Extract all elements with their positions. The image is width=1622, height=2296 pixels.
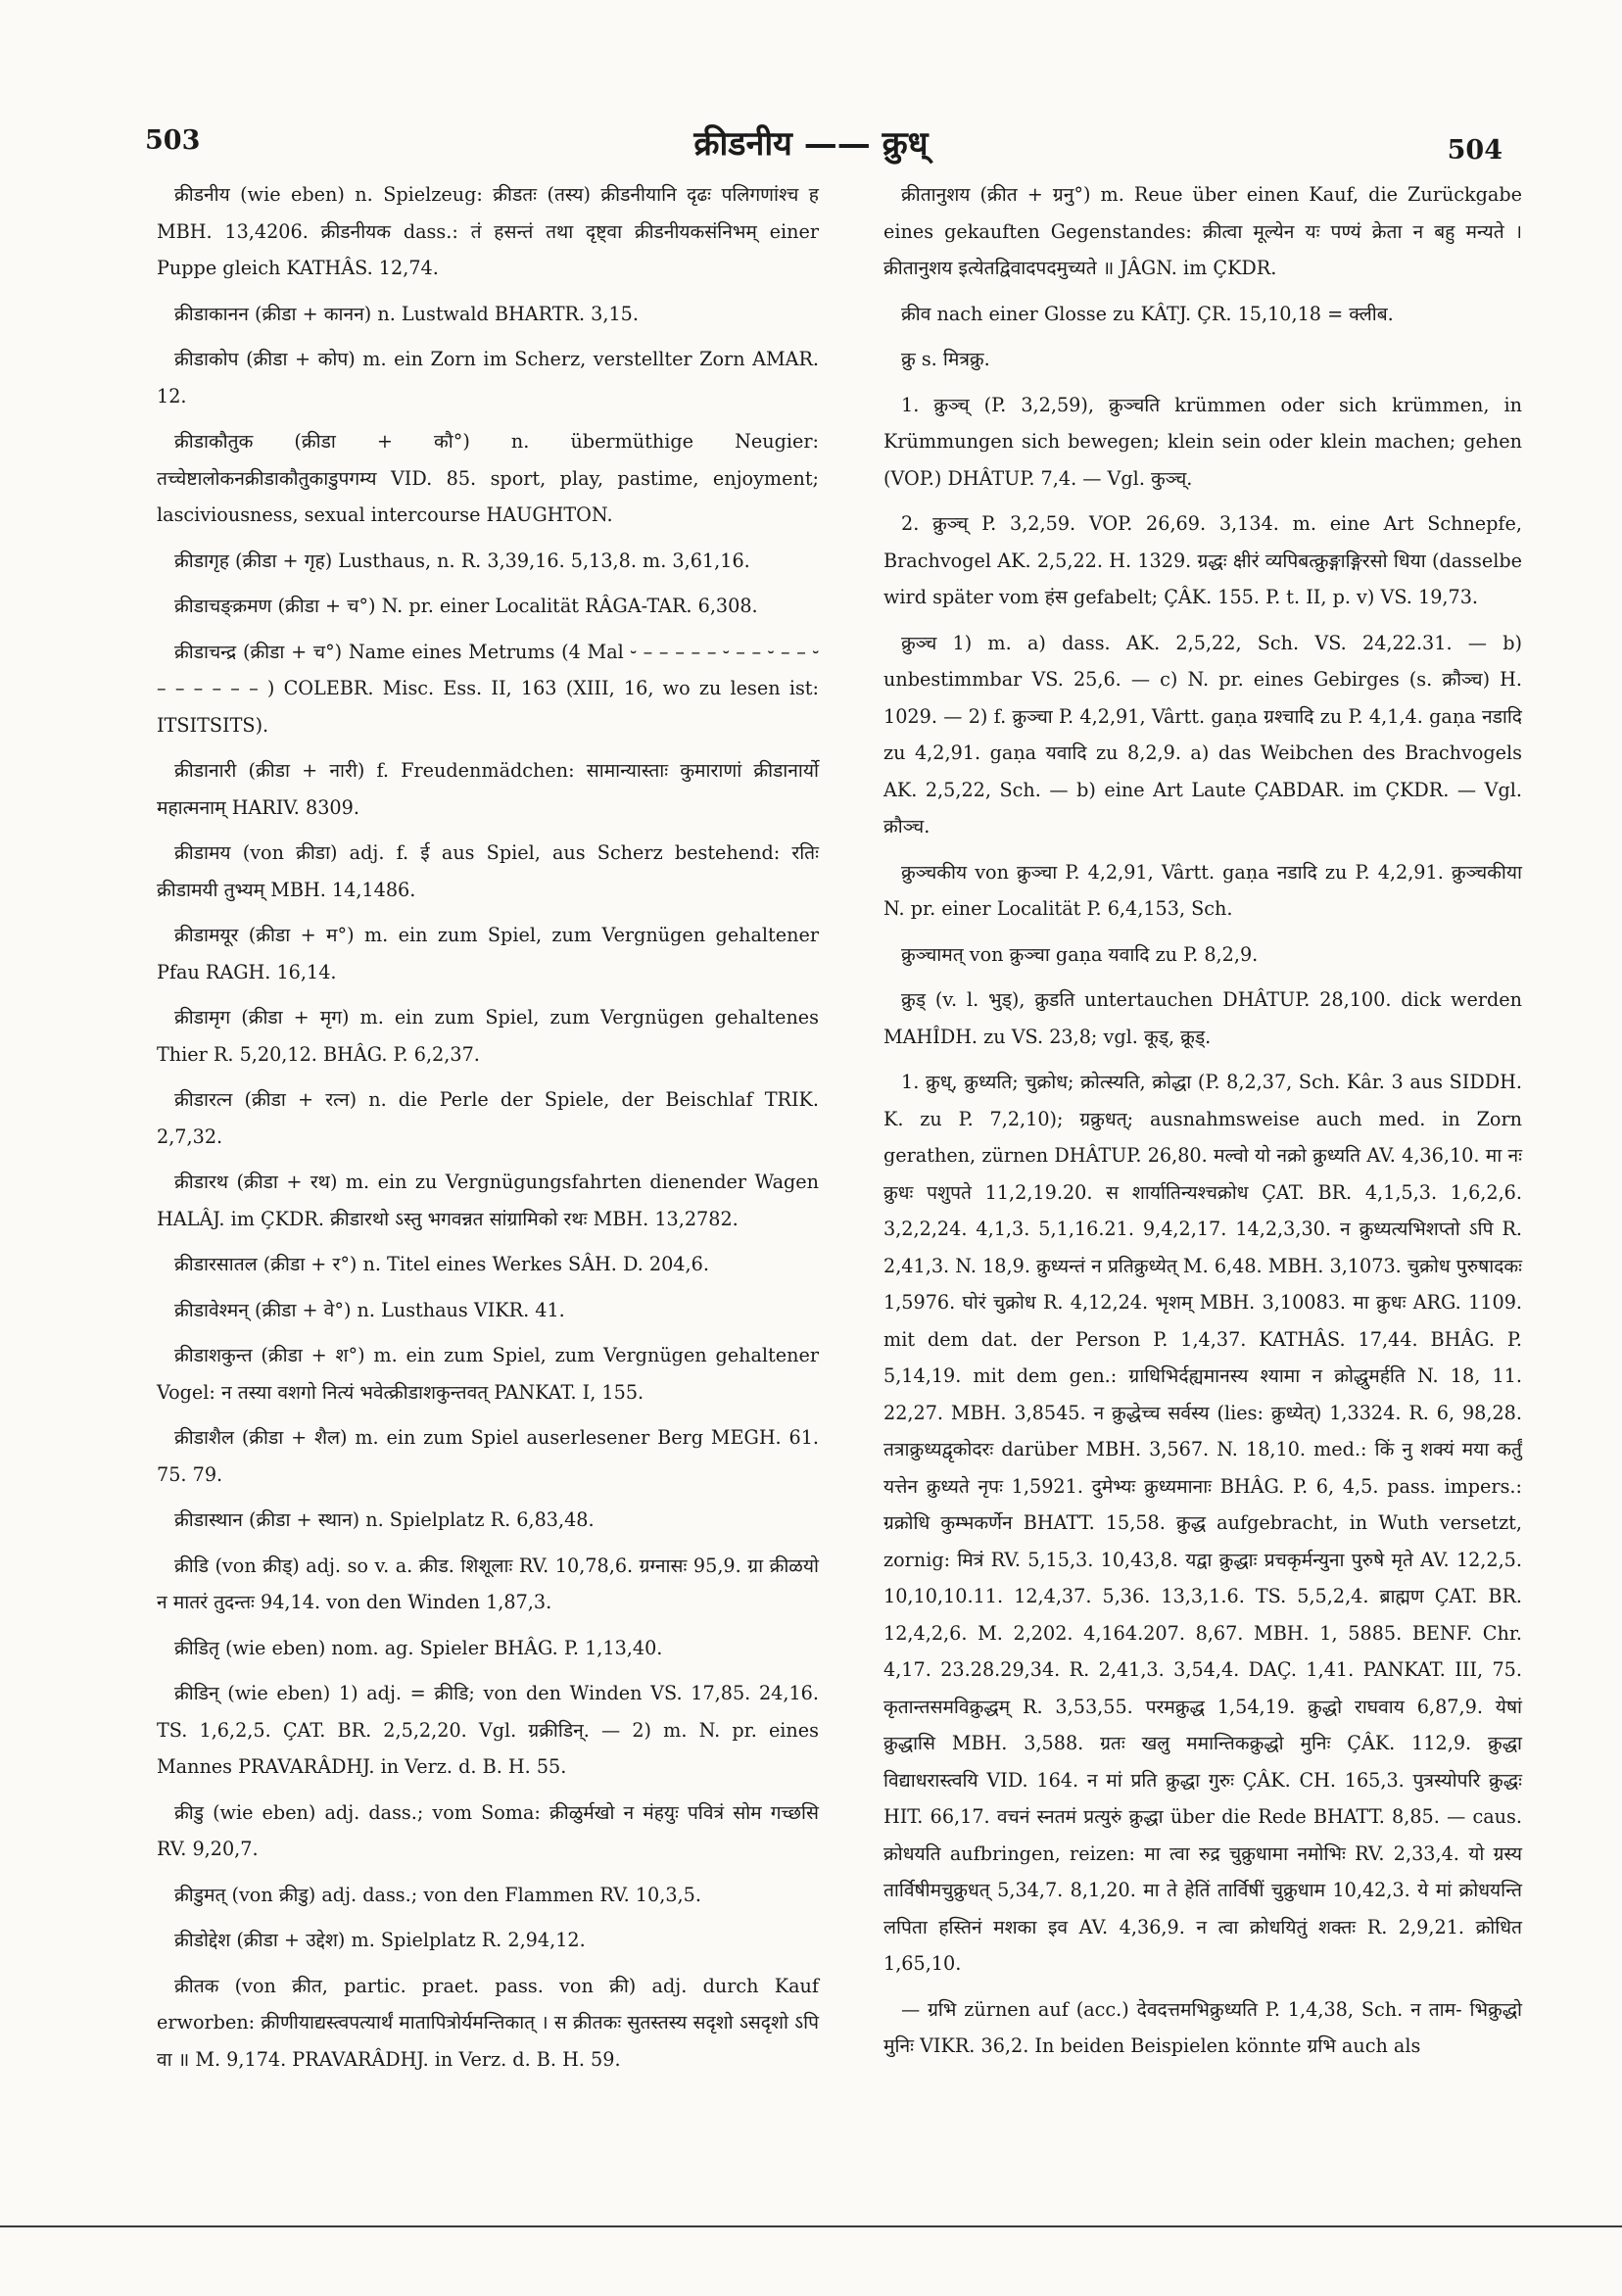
dictionary-entry: क्रीतानुशय (क्रीत + ग्रनु°) m. Reue über einen Kauf, die Zurückgabe eines gekauften Gegenstandes: क्रीत्वा मूल्येन यः पण्यं क्रेता न बहु मन्यते । क्रीतानुशय इत्येतद्विवादपदमुच्यते ॥ JÂGN. im ÇKDR. <box>883 183 1522 279</box>
dictionary-entry: क्रुञ्चकीय von क्रुञ्चा P. 4,2,91, Vârtt. gaṇa नडादि zu P. 4,2,91. क्रुञ्चकीया N. pr. einer Localität P. 6,4,153, Sch. <box>883 860 1522 920</box>
running-head: क्रीडनीय —— क्रुध् <box>693 124 929 164</box>
dictionary-entry: क्रीडु (wie eben) adj. dass.; vom Soma: क्रीळुर्मखो न मंहयुः पवित्रं सोम गच्छसि RV. 9,20,7. <box>157 1800 819 1860</box>
dictionary-entry: 1. क्रुध्, क्रुध्यति; चुक्रोध; क्रोत्स्यति, क्रोद्धा (P. 8,2,37, Sch. Kâr. 3 aus SIDDH. K. zu P. 7,2,10); ग्रक्रुधत्; ausnahmsweise auch med. in Zorn gerathen, zürnen DHÂTUP. 26,80. मल्वो यो नक्रो क्रुध्यति AV. 4,36,10. मा नः क्रुधः पशुपते 11,2,19.20. स शार्यातिन्यश्चक्रोध ÇAT. BR. 4,1,5,3. 1,6,2,6. 3,2,2,24. 4,1,3. 5,1,16.21. 9,4,2,17. 14,2,3,30. न क्रुध्यत्यभिशप्तो ऽपि R. 2,41,3. N. 18,9. क्रुध्यन्तं न प्रतिक्रुध्येत् M. 6,48. MBH. 3,1073. चुक्रोध पुरुषादकः 1,5976. घोरं चुक्रोध R. 4,12,24. भृशम् MBH. 3,10083. मा क्रुधः ARG. 1109. mit dem dat. der Person P. 1,4,37. KATHÂS. 17,44. BHÂG. P. 5,14,19. mit dem gen.: ग्राधिभिर्दह्यमानस्य श्यामा न क्रोद्धुमर्हति N. 18, 11. 22,27. MBH. 3,8545. न क्रुद्धेच्च सर्वस्य (lies: क्रुध्येत्) 1,3324. R. 6, 98,28. तत्राक्रुध्यद्वृकोदरः darüber MBH. 3,567. N. 18,10. med.: किं नु शक्यं मया कर्तुं यत्तेन क्रुध्यते नृपः 1,5921. दुमेभ्यः क्रुध्यमानाः BHÂG. P. 6, 4,5. pass. impers.: ग्रक्रोधि कुम्भकर्णेन BHATT. 15,58. क्रुद्ध aufgebracht, in Wuth versetzt, zornig: मित्रं RV. 5,15,3. 10,43,8. यद्वा क्रुद्धाः प्रचकृर्मन्युना पुरुषे मृते AV. 12,2,5. 10,10,10.11. 12,4,37. 5,36. 13,3,1.6. TS. 5,5,2,4. ब्राह्मण ÇAT. BR. 12,4,2,6. M. 2,202. 4,164.207. 8,67. MBH. 1, 5885. BENF. Chr. 4,17. 23.28.29,34. R. 2,41,3. 3,54,4. DAÇ. 1,41. PANKAT. III, 75. कृतान्तसमविक्रुद्धम् R. 3,53,55. परमक्रुद्ध 1,54,19. क्रुद्धो राघवाय 6,87,9. येषां क्रुद्धासि MBH. 3,588. ग्रतः खलु ममान्तिकक्रुद्धो मुनिः ÇÂK. 112,9. क्रुद्धा विद्याधरास्त्वयि VID. 164. न मां प्रति क्रुद्धा गुरुः ÇÂK. CH. 165,3. पुत्रस्योपरि क्रुद्धः HIT. 66,17. वचनं स्नतमं प्रत्युरुं क्रुद्धा über die Rede BHATT. 8,85. — caus. क्रोधयति aufbringen, reizen: मा त्वा रुद्र चुक्रुधामा नमोभिः RV. 2,33,4. यो ग्रस्य तार्विषीमचुक्रुधत् 5,34,7. 8,1,20. मा ते हेतिं तार्विषीं चुक्रुधाम 10,42,3. ये मां क्रोधयन्ति लपिता हस्तिनं मशका इव AV. 4,36,9. न त्वा क्रोधयितुं शक्तः R. 2,9,21. क्रोधित 1,65,10. <box>883 1071 1522 1975</box>
right-column <box>883 176 1522 2074</box>
dictionary-entry: क्रीडाकोप (क्रीडा + कोप) m. ein Zorn im Scherz, verstellter Zorn AMAR. 12. <box>157 348 819 407</box>
dictionary-entry: क्रीडास्थान (क्रीडा + स्थान) n. Spielplatz R. 6,83,48. <box>174 1508 595 1531</box>
dictionary-entry: क्रीडाशकुन्त (क्रीडा + श°) m. ein zum Spiel, zum Vergnügen gehaltener Vogel: न तस्या वशगो नित्यं भवेत्क्रीडाशकुन्तवत् PANKAT. I, 155. <box>157 1344 819 1404</box>
page-number-right: 504 <box>1447 135 1503 166</box>
dictionary-entry: क्रीडारत्न (क्रीडा + रत्न) n. die Perle der Spiele, der Beischlaf TRIK. 2,7,32. <box>157 1088 819 1148</box>
dictionary-entry: क्रीडारसातल (क्रीडा + र°) n. Titel eines Werkes SÂH. D. 204,6. <box>174 1253 709 1275</box>
dictionary-entry: क्रीडानारी (क्रीडा + नारी) f. Freudenmädchen: सामान्यास्ताः कुमाराणां क्रीडानार्यो महात्मनाम् HARIV. 8309. <box>157 759 819 819</box>
dictionary-entry: क्रु s. मित्रक्रु. <box>901 348 990 370</box>
dictionary-entry: क्रुञ्च 1) m. a) dass. AK. 2,5,22, Sch. VS. 24,22.31. — b) unbestimmbar VS. 25,6. — c) N. pr. eines Gebirges (s. क्रौञ्च) H. 1029. — 2) f. क्रुञ्चा P. 4,2,91, Vârtt. gaṇa ग्रश्चादि zu P. 4,1,4. gaṇa नडादि zu 4,2,91. gaṇa यवादि zu 8,2,9. a) das Weibchen des Brachvogels AK. 2,5,22, Sch. — b) eine Art Laute ÇABDAR. im ÇKDR. — Vgl. क्रौञ्च. <box>883 631 1522 837</box>
dictionary-entry: क्रीडि (von क्रीड्) adj. so v. a. क्रीड. शिशूलाः RV. 10,78,6. ग्रग्नासः 95,9. ग्रा क्रीळयो न मातरं तुदन्तः 94,14. von den Winden 1,87,3. <box>157 1554 819 1613</box>
dictionary-entry: क्रीव nach einer Glosse zu KÂTJ. ÇR. 15,10,18 = क्लीब. <box>901 302 1394 325</box>
dictionary-entry: क्रीडोद्देश (क्रीडा + उद्देश) m. Spielplatz R. 2,94,12. <box>174 1929 586 1951</box>
dictionary-entry: क्रीडनीय (wie eben) n. Spielzeug: क्रीडतः (तस्य) क्रीडनीयानि दृढः पलिगणांश्च ह MBH. 13,4206. क्रीडनीयक dass.: तं हसन्तं तथा दृष्ट्वा क्रीडनीयकसंनिभम् einer Puppe gleich KATHÂS. 12,74. <box>157 183 819 279</box>
dictionary-entry: — ग्रभि zürnen auf (acc.) देवदत्तमभिक्रुध्यति P. 1,4,38, Sch. न ताम- भिक्रुद्धो मुनिः VIKR. 36,2. In beiden Beispielen könnte ग्रभि auch als <box>883 1997 1522 2057</box>
dictionary-entry: क्रुड् (v. l. भुड्), क्रुडति untertauchen DHÂTUP. 28,100. dick werden MAHÎDH. zu VS. 23,8; vgl. कूड्, क्रूड्. <box>883 988 1522 1048</box>
dictionary-entry: क्रीडिन् (wie eben) 1) adj. = क्रीडि; von den Winden VS. 17,85. 24,16. TS. 1,6,2,5. ÇAT. BR. 2,5,2,20. Vgl. ग्रक्रीडिन्. — 2) m. N. pr. eines Mannes PRAVARÂDHJ. in Verz. d. B. H. 55. <box>157 1682 819 1778</box>
left-column <box>157 176 819 2086</box>
dictionary-entry: क्रीडाकौतुक (क्रीडा + कौ°) n. übermüthige Neugier: तच्चेष्टालोकनक्रीडाकौतुकाडुपगम्य VID. 85. sport, play, pastime, enjoyment; lasciviousness, sexual intercourse HAUGHTON. <box>157 430 819 526</box>
page-number-left: 503 <box>145 125 201 156</box>
dictionary-entry: क्रीडारथ (क्रीडा + रथ) m. ein zu Vergnügungsfahrten dienender Wagen HALÂJ. im ÇKDR. क्रीडारथो ऽस्तु भगवन्नत सांग्रामिको रथः MBH. 13,2782. <box>157 1171 819 1230</box>
dictionary-entry: क्रीडाचन्द्र (क्रीडा + च°) Name eines Metrums (4 Mal ⏑ – – – – – ⏑ – – ⏑ – – ⏑ – – – – – – ) COLEBR. Misc. Ess. II, 163 (XIII, 16, wo zu lesen ist: ITSITSITS). <box>157 640 819 737</box>
dictionary-entry: क्रीडागृह (क्रीडा + गृह) Lusthaus, n. R. 3,39,16. 5,13,8. m. 3,61,16. <box>174 549 750 572</box>
dictionary-entry: 2. क्रुञ्च् P. 3,2,59. VOP. 26,69. 3,134. m. eine Art Schnepfe, Brachvogel AK. 2,5,22. H. 1329. ग्रद्धः क्षीरं व्यपिबत्क्रुङ्गाङ्गिरसो धिया (dasselbe wird später vom हंस gefabelt; ÇÂK. 155. P. t. II, p. v) VS. 19,73. <box>883 512 1522 608</box>
footer-rule <box>0 2225 1622 2227</box>
page-header <box>0 125 1622 184</box>
dictionary-entry: क्रुञ्चामत् von क्रुञ्चा gaṇa यवादि zu P. 8,2,9. <box>901 942 1259 966</box>
dictionary-entry: क्रीडाकानन (क्रीडा + कानन) n. Lustwald BHARTR. 3,15. <box>174 302 639 325</box>
dictionary-entry: क्रीडाचङ्क्रमण (क्रीडा + च°) N. pr. einer Localität RÂGA-TAR. 6,308. <box>174 595 758 617</box>
dictionary-entry: क्रीडितृ (wie eben) nom. ag. Spieler BHÂG. P. 1,13,40. <box>174 1636 663 1659</box>
dictionary-entry: क्रीडामृग (क्रीडा + मृग) m. ein zum Spiel, zum Vergnügen gehaltenes Thier R. 5,20,12. BHÂG. P. 6,2,37. <box>157 1006 819 1066</box>
dictionary-entry: क्रीडामयूर (क्रीडा + म°) m. ein zum Spiel, zum Vergnügen gehaltener Pfau RAGH. 16,14. <box>157 924 819 983</box>
dictionary-entry: 1. क्रुञ्च् (P. 3,2,59), क्रुञ्चति krümmen oder sich krümmen, in Krümmungen sich bewegen; klein sein oder klein machen; gehen (VOP.) DHÂTUP. 7,4. — Vgl. कुञ्च्. <box>883 393 1522 490</box>
dictionary-entry: क्रीडुमत् (von क्रीडु) adj. dass.; von den Flammen RV. 10,3,5. <box>174 1883 701 1906</box>
dictionary-entry: क्रीडावेश्मन् (क्रीडा + वे°) n. Lusthaus VIKR. 41. <box>174 1298 565 1321</box>
dictionary-entry: क्रीडाशैल (क्रीडा + शैल) m. ein zum Spiel auserlesener Berg MEGH. 61. 75. 79. <box>157 1426 819 1486</box>
dictionary-entry: क्रीतक (von क्रीत, partic. praet. pass. von क्री) adj. durch Kauf erworben: क्रीणीयाद्यस्त्वपत्यार्थं मातापित्रोर्यमन्तिकात् । स क्रीतकः सुतस्तस्य सदृशो ऽसदृशो ऽपि वा ॥ M. 9,174. PRAVARÂDHJ. in Verz. d. B. H. 59. <box>157 1974 819 2071</box>
dictionary-entry: क्रीडामय (von क्रीडा) adj. f. ई aus Spiel, aus Scherz bestehend: रतिः क्रीडामयी तुभ्यम् MBH. 14,1486. <box>157 841 819 901</box>
